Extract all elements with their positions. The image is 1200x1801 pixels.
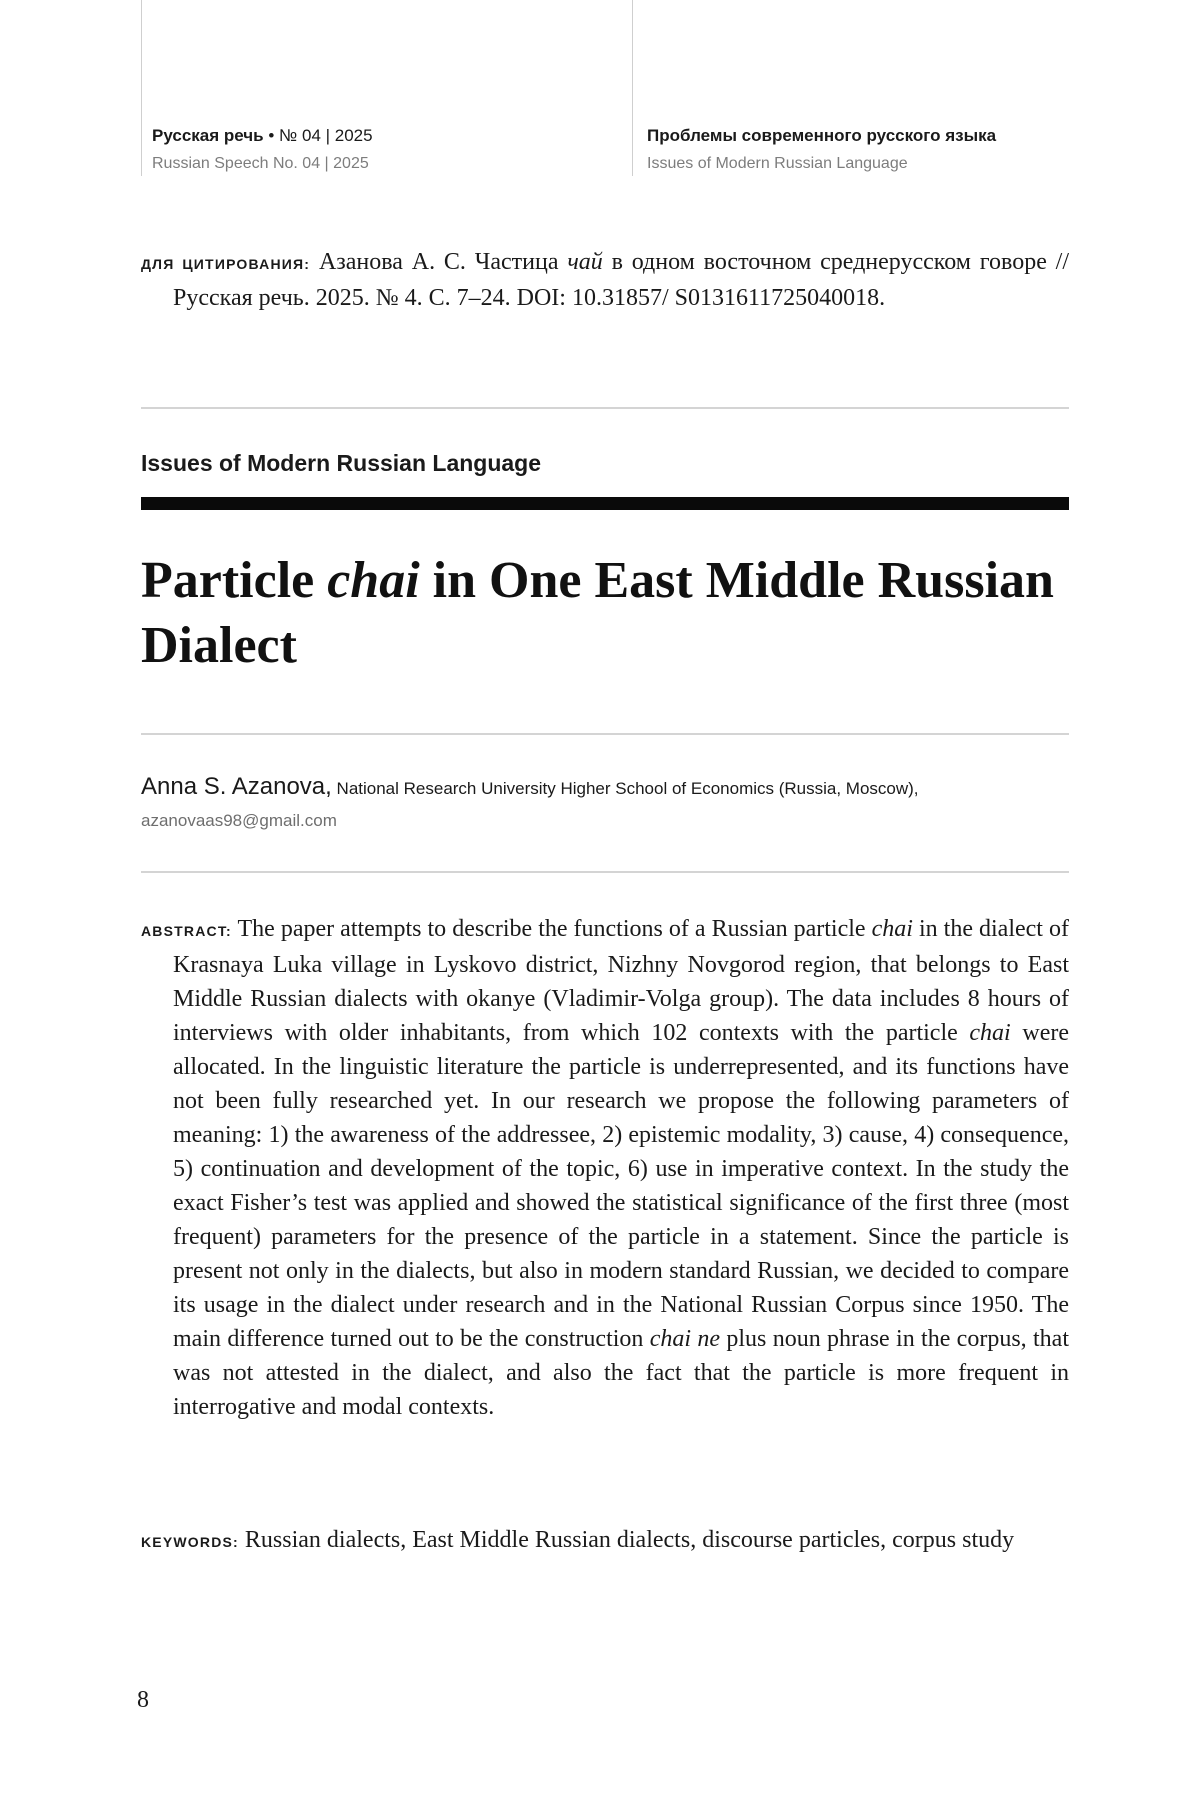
header-section-ru <box>647 121 996 151</box>
page-number: 8 <box>137 1687 149 1713</box>
abstract-text-4: plus noun phrase in the corpus, that was not attested in the dialect, and also the fact that the particle is more frequent in interrogative and modal contexts. <box>173 1326 1069 1420</box>
abstract-term-3: chai ne <box>649 1326 721 1352</box>
title-term: chai <box>327 552 420 609</box>
journal-name-en: Russian Speech No. 04 | 2025 <box>152 155 369 172</box>
citation-text-after: в одном восточном среднерусском говоре // Русская речь. 2025. № 4. С. 7–24. DOI: 10.31857/ S013161172504001​8. <box>173 249 1070 311</box>
citation-label: ДЛЯ ЦИТИРОВАНИЯ: <box>141 256 311 272</box>
citation-term: чай <box>567 249 603 275</box>
author-line <box>141 773 919 801</box>
divider-after-citation <box>141 407 1069 409</box>
header-journal-info <box>152 121 373 177</box>
abstract-term-1: chai <box>871 916 913 942</box>
divider-after-title <box>141 733 1069 735</box>
section-heading: Issues of Modern Russian Language <box>141 450 542 476</box>
author-affiliation: National Research University Higher School of Economics (Russia, Moscow), <box>331 779 919 798</box>
section-heading-bar <box>141 497 1069 510</box>
abstract-label: ABSTRACT: <box>141 923 232 939</box>
journal-name-ru: Русская речь <box>152 126 264 145</box>
abstract-text-2: in the dialect of Krasnaya Luka village in Lyskovo district, Nizhny Novgorod region, that belongs to East Middle Russian dialects with okanye (Vladimir-Volga group). The data includes 8 hours of interviews with older inhabitants, from which 102 contexts with the particle <box>173 916 1069 1046</box>
section-name-en: Issues of Modern Russian Language <box>647 155 908 172</box>
abstract-term-2: chai <box>969 1020 1011 1046</box>
section-name-ru: Проблемы современного русского языка <box>647 126 997 145</box>
title-part1: Particle <box>141 552 328 609</box>
divider-after-author <box>141 871 1069 873</box>
journal-issue-ru: № 04 | 2025 <box>279 126 373 145</box>
citation <box>141 245 1069 315</box>
author-name: Anna S. Azanova, <box>141 773 332 800</box>
header-bullet: • <box>263 126 280 145</box>
abstract-text-3: were allocated. In the linguistic literature the particle is underrepresented, and its functions have not been fully researched yet. In our research we propose the following parameters of meaning: 1) the awareness of the addressee, 2) epistemic modality, 3) cause, 4) consequence, 5) continuation and development of the topic, 6) use in imperative context. In the study the exact Fisher’s test was applied and showed the statistical significance of the first three (most frequent) parameters for the presence of the particle in a statement. Since the particle is present not only in the dialects, but also in modern standard Russian, we decided to compare its usage in the dialect under research and in the National Russian Corpus since 1950. The main difference turned out to be the construction <box>173 1020 1069 1352</box>
header-left-rule <box>141 0 142 176</box>
article-title <box>141 548 1069 678</box>
header-journal-ru <box>152 121 373 151</box>
author-email: azanovaas98@gmail.com <box>141 811 337 830</box>
header-right-rule <box>632 0 633 176</box>
abstract-text-1: The paper attempts to describe the functions of a Russian particle <box>231 916 872 942</box>
title-part2: in One East Middle Russian Dialect <box>141 552 1054 674</box>
keywords-text: Russian dialects, East Middle Russian dialects, discourse particles, corpus study <box>238 1527 1015 1553</box>
citation-text-before: Азанова А. С. Частица <box>310 249 568 275</box>
keywords-label: KEYWORDS: <box>141 1534 239 1550</box>
header-section-info <box>647 121 996 177</box>
keywords <box>141 1523 1069 1559</box>
abstract <box>141 912 1069 1424</box>
